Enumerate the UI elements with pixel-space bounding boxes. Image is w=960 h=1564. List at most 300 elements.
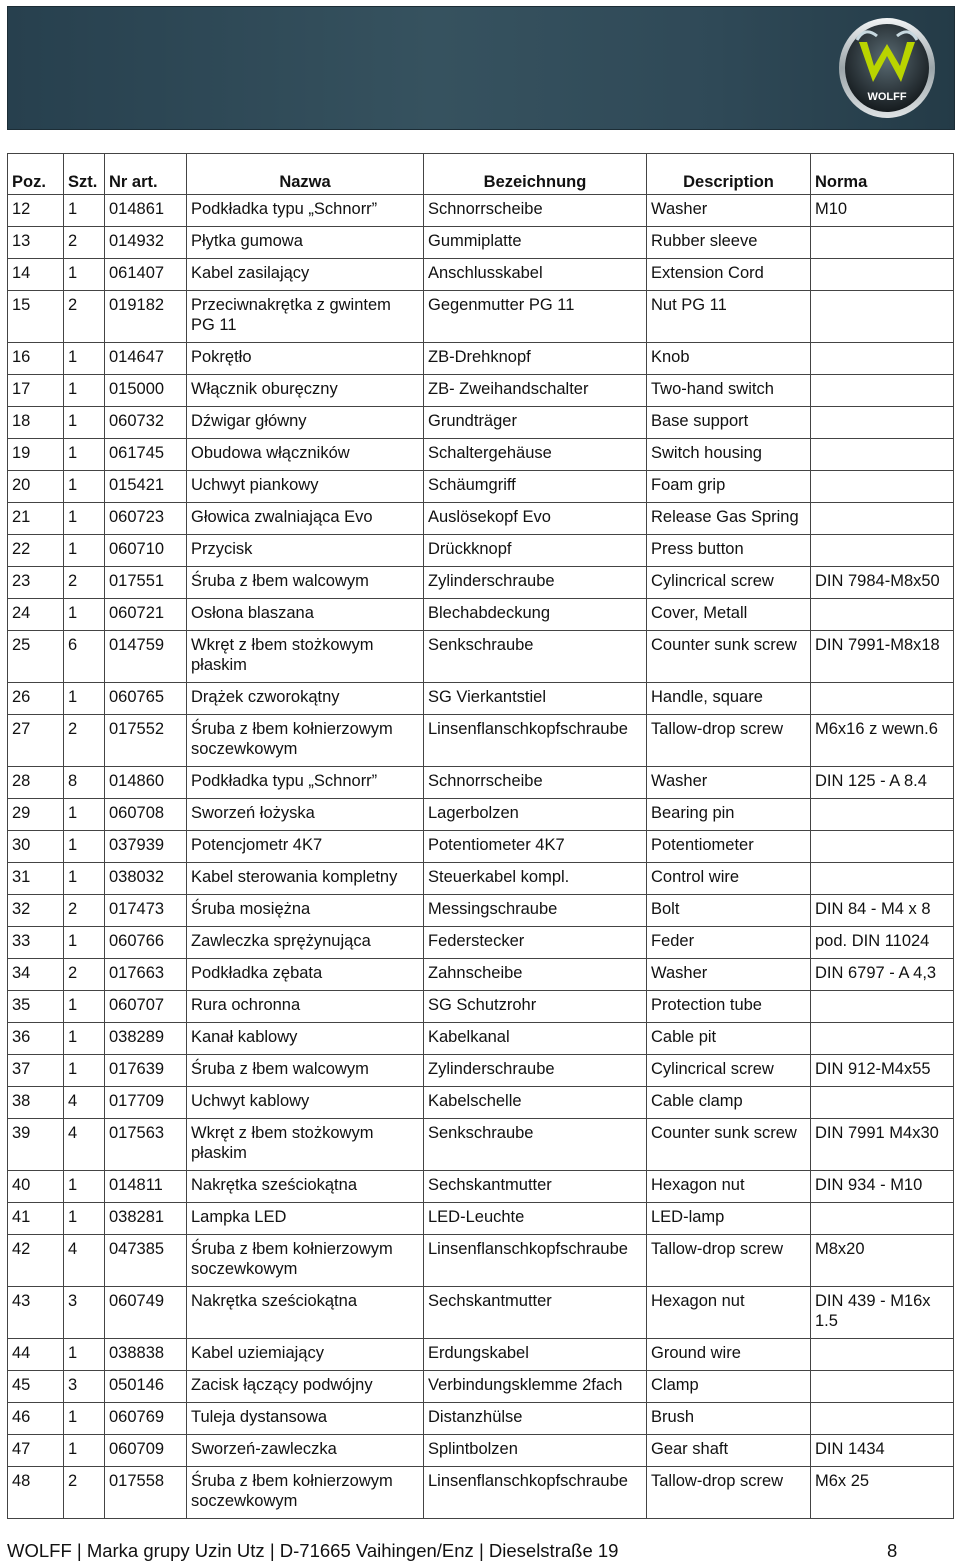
cell-poz: 34 — [8, 959, 64, 991]
cell-bezeichnung: Schaltergehäuse — [424, 439, 647, 471]
cell-szt: 2 — [64, 227, 105, 259]
cell-szt: 1 — [64, 343, 105, 375]
cell-szt: 2 — [64, 567, 105, 599]
header-banner — [7, 6, 955, 130]
table-row — [8, 799, 954, 831]
cell-szt: 1 — [64, 195, 105, 227]
table-row — [8, 259, 954, 291]
cell-nr-art: 017551 — [105, 567, 187, 599]
cell-bezeichnung: Messingschraube — [424, 895, 647, 927]
cell-szt: 4 — [64, 1119, 105, 1171]
cell-poz: 39 — [8, 1119, 64, 1171]
table-row — [8, 599, 954, 631]
cell-nazwa: Potencjometr 4K7 — [187, 831, 424, 863]
cell-szt: 1 — [64, 1403, 105, 1435]
table-row — [8, 863, 954, 895]
cell-description: Tallow-drop screw — [647, 1467, 811, 1519]
cell-description: Ground wire — [647, 1339, 811, 1371]
table-row — [8, 343, 954, 375]
cell-poz: 46 — [8, 1403, 64, 1435]
cell-nazwa: Drążek czworokątny — [187, 683, 424, 715]
cell-bezeichnung: Grundträger — [424, 407, 647, 439]
cell-norma — [811, 503, 954, 535]
cell-description: Gear shaft — [647, 1435, 811, 1467]
cell-poz: 33 — [8, 927, 64, 959]
cell-norma: DIN 7991 M4x30 — [811, 1119, 954, 1171]
cell-nazwa: Podkładka typu „Schnorr” — [187, 767, 424, 799]
cell-bezeichnung: Sechskantmutter — [424, 1171, 647, 1203]
cell-description: Knob — [647, 343, 811, 375]
cell-description: Bolt — [647, 895, 811, 927]
cell-poz: 18 — [8, 407, 64, 439]
cell-nr-art: 060710 — [105, 535, 187, 567]
cell-description: Tallow-drop screw — [647, 1235, 811, 1287]
cell-nr-art: 014861 — [105, 195, 187, 227]
cell-nazwa: Zacisk łączący podwójny — [187, 1371, 424, 1403]
cell-bezeichnung: Schäumgriff — [424, 471, 647, 503]
header-description: Description — [647, 154, 811, 195]
cell-nr-art: 060765 — [105, 683, 187, 715]
table-header-row — [8, 154, 954, 195]
cell-norma: DIN 1434 — [811, 1435, 954, 1467]
cell-szt: 1 — [64, 1435, 105, 1467]
cell-norma: DIN 912-M4x55 — [811, 1055, 954, 1087]
table-row — [8, 291, 954, 343]
cell-poz: 45 — [8, 1371, 64, 1403]
cell-bezeichnung: Lagerbolzen — [424, 799, 647, 831]
cell-bezeichnung: ZB- Zweihandschalter — [424, 375, 647, 407]
cell-bezeichnung: Kabelkanal — [424, 1023, 647, 1055]
table-row — [8, 227, 954, 259]
cell-poz: 48 — [8, 1467, 64, 1519]
cell-bezeichnung: Federstecker — [424, 927, 647, 959]
header-szt: Szt. — [64, 154, 105, 195]
table-row — [8, 1435, 954, 1467]
cell-nazwa: Nakrętka sześciokątna — [187, 1171, 424, 1203]
cell-nazwa: Przycisk — [187, 535, 424, 567]
cell-bezeichnung: Blechabdeckung — [424, 599, 647, 631]
cell-szt: 8 — [64, 767, 105, 799]
cell-norma: DIN 7991-M8x18 — [811, 631, 954, 683]
cell-nazwa: Płytka gumowa — [187, 227, 424, 259]
table-row — [8, 1203, 954, 1235]
cell-norma: M8x20 — [811, 1235, 954, 1287]
cell-nazwa: Kabel zasilający — [187, 259, 424, 291]
cell-description: Cover, Metall — [647, 599, 811, 631]
cell-norma — [811, 259, 954, 291]
cell-poz: 26 — [8, 683, 64, 715]
cell-norma: DIN 6797 - A 4,3 — [811, 959, 954, 991]
cell-nazwa: Kabel sterowania kompletny — [187, 863, 424, 895]
cell-poz: 40 — [8, 1171, 64, 1203]
cell-description: Two-hand switch — [647, 375, 811, 407]
cell-norma — [811, 535, 954, 567]
cell-poz: 43 — [8, 1287, 64, 1339]
cell-bezeichnung: Drückknopf — [424, 535, 647, 567]
cell-bezeichnung: Erdungskabel — [424, 1339, 647, 1371]
cell-description: Control wire — [647, 863, 811, 895]
cell-szt: 1 — [64, 439, 105, 471]
logo-text: WOLFF — [867, 91, 907, 103]
cell-norma — [811, 991, 954, 1023]
cell-nr-art: 017639 — [105, 1055, 187, 1087]
cell-description: Cable pit — [647, 1023, 811, 1055]
cell-bezeichnung: Senkschraube — [424, 1119, 647, 1171]
cell-poz: 23 — [8, 567, 64, 599]
cell-szt: 1 — [64, 535, 105, 567]
cell-bezeichnung: LED-Leuchte — [424, 1203, 647, 1235]
table-row — [8, 959, 954, 991]
cell-description: Handle, square — [647, 683, 811, 715]
cell-poz: 38 — [8, 1087, 64, 1119]
cell-nr-art: 060709 — [105, 1435, 187, 1467]
cell-norma — [811, 1087, 954, 1119]
cell-norma: DIN 934 - M10 — [811, 1171, 954, 1203]
cell-norma — [811, 799, 954, 831]
cell-poz: 29 — [8, 799, 64, 831]
cell-poz: 17 — [8, 375, 64, 407]
table-row — [8, 1171, 954, 1203]
cell-nazwa: Nakrętka sześciokątna — [187, 1287, 424, 1339]
cell-nr-art: 014811 — [105, 1171, 187, 1203]
table-row — [8, 407, 954, 439]
cell-szt: 1 — [64, 1171, 105, 1203]
cell-bezeichnung: Senkschraube — [424, 631, 647, 683]
table-row — [8, 1467, 954, 1519]
cell-nazwa: Śruba z łbem kołnierzowym soczewkowym — [187, 1467, 424, 1519]
cell-nr-art: 014860 — [105, 767, 187, 799]
cell-norma — [811, 439, 954, 471]
cell-bezeichnung: Distanzhülse — [424, 1403, 647, 1435]
table-row — [8, 375, 954, 407]
cell-nazwa: Dźwigar główny — [187, 407, 424, 439]
cell-szt: 1 — [64, 503, 105, 535]
cell-description: Bearing pin — [647, 799, 811, 831]
cell-bezeichnung: Gegenmutter PG 11 — [424, 291, 647, 343]
cell-szt: 1 — [64, 1023, 105, 1055]
cell-szt: 3 — [64, 1287, 105, 1339]
cell-description: Counter sunk screw — [647, 631, 811, 683]
page-footer — [7, 1540, 953, 1562]
table-row — [8, 715, 954, 767]
cell-description: Hexagon nut — [647, 1287, 811, 1339]
cell-description: LED-lamp — [647, 1203, 811, 1235]
table-row — [8, 683, 954, 715]
cell-description: Base support — [647, 407, 811, 439]
table-row — [8, 991, 954, 1023]
cell-bezeichnung: Potentiometer 4K7 — [424, 831, 647, 863]
table-row — [8, 1235, 954, 1287]
cell-poz: 41 — [8, 1203, 64, 1235]
cell-nr-art: 014932 — [105, 227, 187, 259]
cell-nr-art: 060769 — [105, 1403, 187, 1435]
cell-poz: 47 — [8, 1435, 64, 1467]
cell-description: Cable clamp — [647, 1087, 811, 1119]
cell-norma — [811, 407, 954, 439]
cell-norma — [811, 1339, 954, 1371]
cell-poz: 24 — [8, 599, 64, 631]
cell-szt: 1 — [64, 863, 105, 895]
cell-norma — [811, 343, 954, 375]
table-row — [8, 567, 954, 599]
cell-norma — [811, 227, 954, 259]
cell-norma — [811, 291, 954, 343]
cell-szt: 1 — [64, 799, 105, 831]
cell-poz: 13 — [8, 227, 64, 259]
cell-norma: pod. DIN 11024 — [811, 927, 954, 959]
cell-bezeichnung: Schnorrscheibe — [424, 195, 647, 227]
cell-szt: 1 — [64, 831, 105, 863]
cell-description: Potentiometer — [647, 831, 811, 863]
cell-nazwa: Głowica zwalniająca Evo — [187, 503, 424, 535]
cell-bezeichnung: Sechskantmutter — [424, 1287, 647, 1339]
cell-nr-art: 060749 — [105, 1287, 187, 1339]
table-row — [8, 1087, 954, 1119]
table-row — [8, 1055, 954, 1087]
cell-nr-art: 060723 — [105, 503, 187, 535]
header-bezeichnung: Bezeichnung — [424, 154, 647, 195]
cell-szt: 3 — [64, 1371, 105, 1403]
cell-poz: 35 — [8, 991, 64, 1023]
cell-nr-art: 047385 — [105, 1235, 187, 1287]
cell-szt: 1 — [64, 259, 105, 291]
table-row — [8, 1339, 954, 1371]
cell-nr-art: 038838 — [105, 1339, 187, 1371]
cell-nazwa: Śruba z łbem kołnierzowym soczewkowym — [187, 1235, 424, 1287]
cell-szt: 1 — [64, 1203, 105, 1235]
cell-nr-art: 017558 — [105, 1467, 187, 1519]
cell-nr-art: 060721 — [105, 599, 187, 631]
wolff-logo — [836, 16, 938, 120]
cell-nazwa: Śruba mosiężna — [187, 895, 424, 927]
cell-nazwa: Rura ochronna — [187, 991, 424, 1023]
cell-nr-art: 050146 — [105, 1371, 187, 1403]
cell-norma: DIN 7984-M8x50 — [811, 567, 954, 599]
footer-address: WOLFF | Marka grupy Uzin Utz | D-71665 Vaihingen/Enz | Dieselstraße 19 — [7, 1540, 619, 1561]
cell-nazwa: Uchwyt kablowy — [187, 1087, 424, 1119]
cell-nr-art: 015000 — [105, 375, 187, 407]
cell-szt: 1 — [64, 407, 105, 439]
cell-poz: 15 — [8, 291, 64, 343]
cell-nazwa: Kabel uziemiający — [187, 1339, 424, 1371]
cell-nr-art: 017552 — [105, 715, 187, 767]
table-row — [8, 767, 954, 799]
cell-bezeichnung: SG Vierkantstiel — [424, 683, 647, 715]
cell-nr-art: 060766 — [105, 927, 187, 959]
header-nr-art: Nr art. — [105, 154, 187, 195]
cell-szt: 1 — [64, 683, 105, 715]
cell-bezeichnung: Linsenflanschkopfschraube — [424, 1467, 647, 1519]
cell-description: Release Gas Spring — [647, 503, 811, 535]
cell-nr-art: 038032 — [105, 863, 187, 895]
cell-szt: 2 — [64, 291, 105, 343]
cell-nazwa: Wkręt z łbem stożkowym płaskim — [187, 1119, 424, 1171]
cell-bezeichnung: Kabelschelle — [424, 1087, 647, 1119]
cell-nr-art: 015421 — [105, 471, 187, 503]
cell-nazwa: Podkładka zębata — [187, 959, 424, 991]
cell-description: Protection tube — [647, 991, 811, 1023]
cell-nr-art: 037939 — [105, 831, 187, 863]
table-row — [8, 831, 954, 863]
cell-norma — [811, 1203, 954, 1235]
cell-bezeichnung: Linsenflanschkopfschraube — [424, 715, 647, 767]
cell-nr-art: 060708 — [105, 799, 187, 831]
cell-description: Extension Cord — [647, 259, 811, 291]
cell-norma — [811, 683, 954, 715]
cell-poz: 19 — [8, 439, 64, 471]
cell-nr-art: 014759 — [105, 631, 187, 683]
cell-bezeichnung: Anschlusskabel — [424, 259, 647, 291]
table-row — [8, 471, 954, 503]
cell-description: Tallow-drop screw — [647, 715, 811, 767]
cell-szt: 2 — [64, 715, 105, 767]
cell-description: Hexagon nut — [647, 1171, 811, 1203]
cell-nr-art: 017563 — [105, 1119, 187, 1171]
cell-poz: 28 — [8, 767, 64, 799]
cell-poz: 12 — [8, 195, 64, 227]
cell-szt: 4 — [64, 1087, 105, 1119]
cell-poz: 27 — [8, 715, 64, 767]
cell-szt: 2 — [64, 895, 105, 927]
cell-nazwa: Śruba z łbem walcowym — [187, 567, 424, 599]
cell-nazwa: Osłona blaszana — [187, 599, 424, 631]
cell-description: Clamp — [647, 1371, 811, 1403]
cell-norma: M6x 25 — [811, 1467, 954, 1519]
cell-norma — [811, 831, 954, 863]
cell-description: Washer — [647, 959, 811, 991]
cell-nr-art: 038289 — [105, 1023, 187, 1055]
cell-description: Press button — [647, 535, 811, 567]
cell-nr-art: 014647 — [105, 343, 187, 375]
cell-nazwa: Pokrętło — [187, 343, 424, 375]
cell-poz: 42 — [8, 1235, 64, 1287]
cell-description: Switch housing — [647, 439, 811, 471]
cell-bezeichnung: Schnorrscheibe — [424, 767, 647, 799]
cell-szt: 1 — [64, 471, 105, 503]
cell-poz: 21 — [8, 503, 64, 535]
cell-norma: DIN 439 - M16x 1.5 — [811, 1287, 954, 1339]
table-row — [8, 1119, 954, 1171]
cell-bezeichnung: Zylinderschraube — [424, 1055, 647, 1087]
cell-nr-art: 038281 — [105, 1203, 187, 1235]
table-row — [8, 1287, 954, 1339]
cell-nr-art: 061407 — [105, 259, 187, 291]
cell-nazwa: Obudowa włączników — [187, 439, 424, 471]
cell-szt: 1 — [64, 599, 105, 631]
cell-description: Cylincrical screw — [647, 1055, 811, 1087]
cell-bezeichnung: ZB-Drehknopf — [424, 343, 647, 375]
cell-szt: 4 — [64, 1235, 105, 1287]
cell-norma — [811, 1371, 954, 1403]
cell-szt: 1 — [64, 991, 105, 1023]
cell-description: Cylincrical screw — [647, 567, 811, 599]
cell-bezeichnung: Linsenflanschkopfschraube — [424, 1235, 647, 1287]
cell-description: Brush — [647, 1403, 811, 1435]
cell-description: Rubber sleeve — [647, 227, 811, 259]
cell-poz: 37 — [8, 1055, 64, 1087]
cell-nazwa: Lampka LED — [187, 1203, 424, 1235]
cell-nazwa: Przeciwnakrętka z gwintem PG 11 — [187, 291, 424, 343]
cell-poz: 16 — [8, 343, 64, 375]
cell-description: Nut PG 11 — [647, 291, 811, 343]
cell-norma: DIN 84 - M4 x 8 — [811, 895, 954, 927]
cell-norma — [811, 471, 954, 503]
cell-nazwa: Śruba z łbem walcowym — [187, 1055, 424, 1087]
cell-norma: M6x16 z wewn.6 — [811, 715, 954, 767]
cell-description: Washer — [647, 195, 811, 227]
cell-szt: 1 — [64, 1339, 105, 1371]
cell-poz: 32 — [8, 895, 64, 927]
cell-poz: 14 — [8, 259, 64, 291]
cell-poz: 30 — [8, 831, 64, 863]
cell-norma — [811, 863, 954, 895]
header-norma: Norma — [811, 154, 954, 195]
table-row — [8, 631, 954, 683]
cell-nazwa: Kanał kablowy — [187, 1023, 424, 1055]
cell-bezeichnung: Steuerkabel kompl. — [424, 863, 647, 895]
table-row — [8, 1371, 954, 1403]
cell-nazwa: Wkręt z łbem stożkowym płaskim — [187, 631, 424, 683]
cell-nr-art: 061745 — [105, 439, 187, 471]
cell-szt: 2 — [64, 959, 105, 991]
cell-nr-art: 017473 — [105, 895, 187, 927]
cell-nazwa: Sworzeń-zawleczka — [187, 1435, 424, 1467]
cell-nazwa: Podkładka typu „Schnorr” — [187, 195, 424, 227]
table-row — [8, 1403, 954, 1435]
cell-bezeichnung: SG Schutzrohr — [424, 991, 647, 1023]
header-poz: Poz. — [8, 154, 64, 195]
cell-bezeichnung: Gummiplatte — [424, 227, 647, 259]
table-row — [8, 535, 954, 567]
cell-poz: 36 — [8, 1023, 64, 1055]
page-number: 8 — [887, 1540, 898, 1561]
cell-szt: 1 — [64, 1055, 105, 1087]
cell-szt: 1 — [64, 927, 105, 959]
cell-description: Counter sunk screw — [647, 1119, 811, 1171]
cell-nazwa: Śruba z łbem kołnierzowym soczewkowym — [187, 715, 424, 767]
table-row — [8, 895, 954, 927]
cell-poz: 25 — [8, 631, 64, 683]
cell-nazwa: Uchwyt piankowy — [187, 471, 424, 503]
parts-table — [7, 153, 954, 1519]
cell-nr-art: 060707 — [105, 991, 187, 1023]
cell-nr-art: 060732 — [105, 407, 187, 439]
cell-description: Washer — [647, 767, 811, 799]
table-row — [8, 195, 954, 227]
cell-szt: 1 — [64, 375, 105, 407]
cell-nr-art: 017709 — [105, 1087, 187, 1119]
cell-norma — [811, 1403, 954, 1435]
cell-bezeichnung: Verbindungsklemme 2fach — [424, 1371, 647, 1403]
cell-poz: 22 — [8, 535, 64, 567]
cell-norma: DIN 125 - A 8.4 — [811, 767, 954, 799]
cell-nr-art: 017663 — [105, 959, 187, 991]
cell-norma — [811, 599, 954, 631]
cell-nazwa: Zawleczka sprężynująca — [187, 927, 424, 959]
table-row — [8, 1023, 954, 1055]
table-row — [8, 503, 954, 535]
header-nazwa: Nazwa — [187, 154, 424, 195]
cell-poz: 44 — [8, 1339, 64, 1371]
cell-szt: 6 — [64, 631, 105, 683]
table-row — [8, 927, 954, 959]
cell-nazwa: Sworzeń łożyska — [187, 799, 424, 831]
cell-bezeichnung: Zylinderschraube — [424, 567, 647, 599]
table-row — [8, 439, 954, 471]
cell-description: Foam grip — [647, 471, 811, 503]
cell-description: Feder — [647, 927, 811, 959]
cell-bezeichnung: Splintbolzen — [424, 1435, 647, 1467]
